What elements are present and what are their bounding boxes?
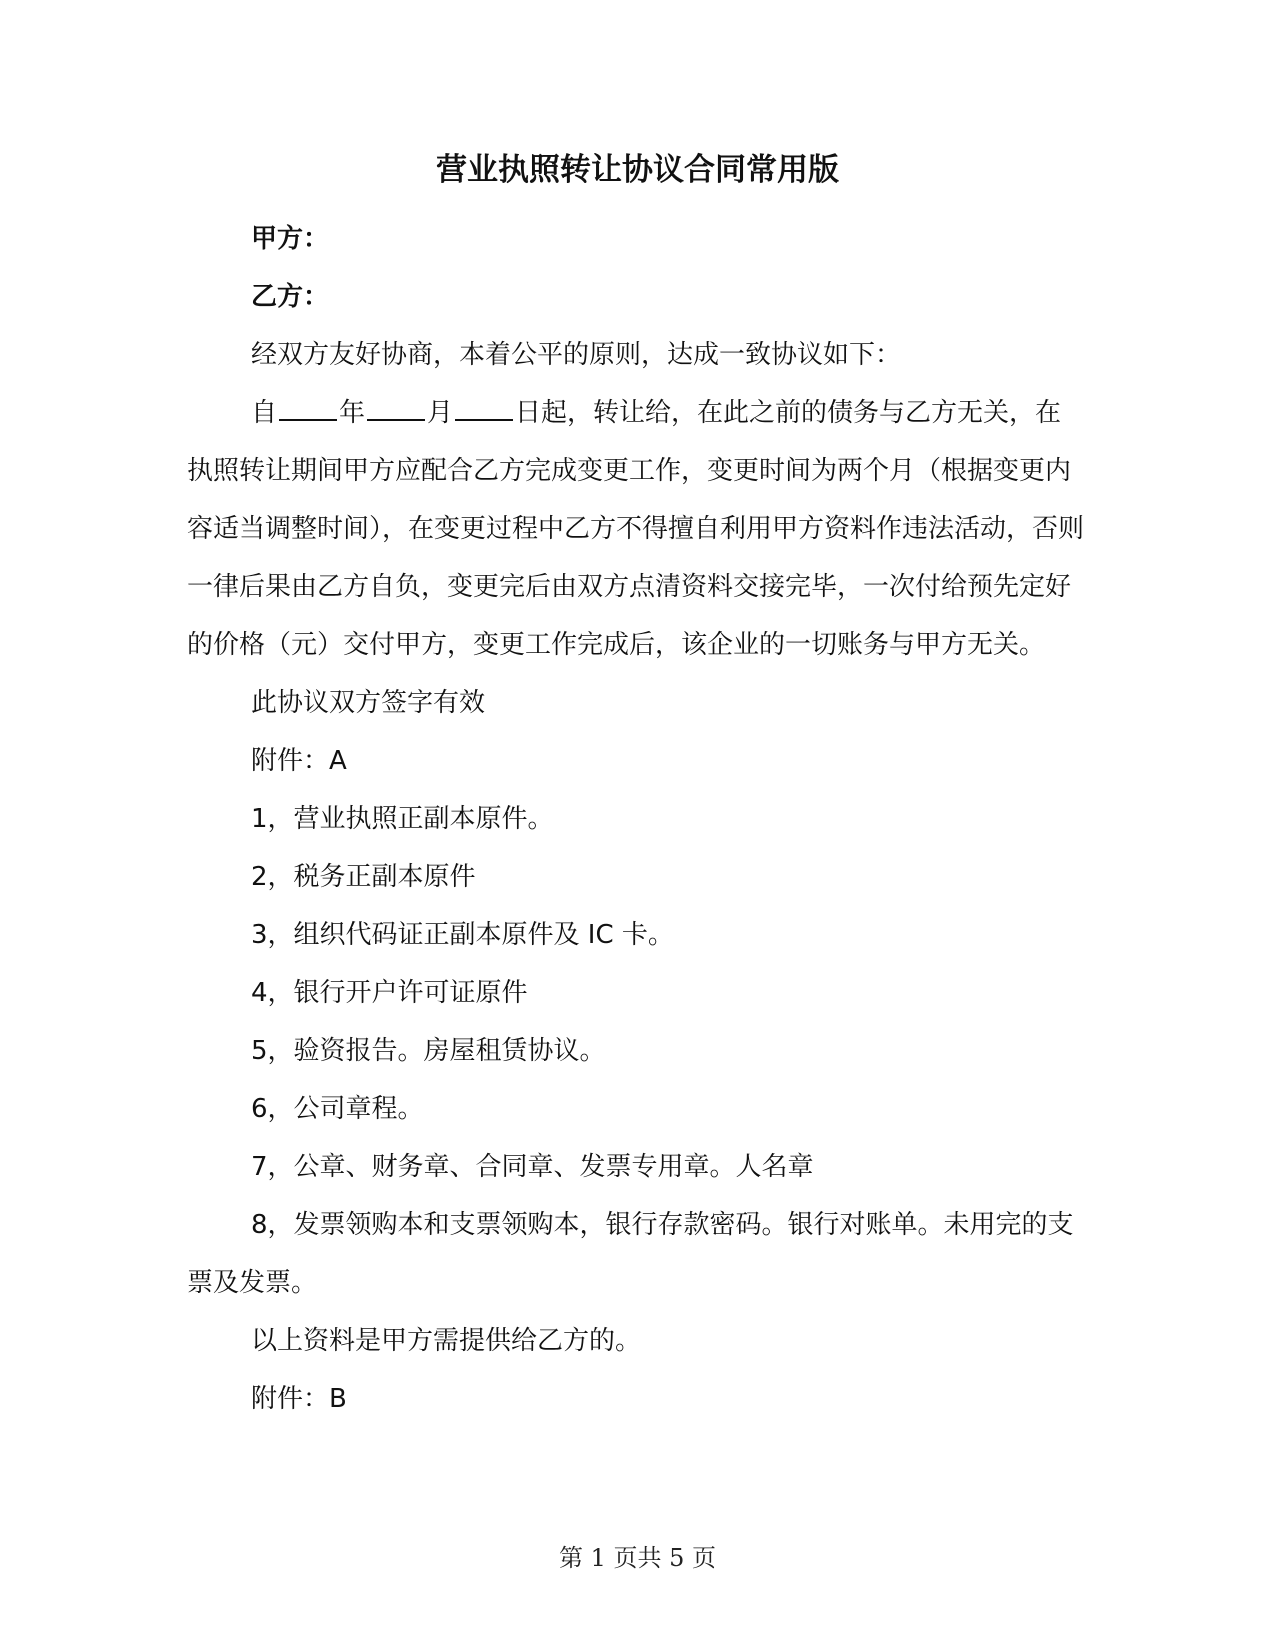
attachment-a-item: 2，税务正副本原件	[251, 862, 476, 892]
clause-month: 月	[427, 398, 454, 428]
day-blank	[455, 393, 513, 421]
attachment-a-item: 4，银行开户许可证原件	[251, 978, 528, 1008]
clause-rest: 日起，转让给，在此之前的债务与乙方无关，在执照转让期间甲方应配合乙方完成变更工作，变更时间为两个月（根据变更内容适当调整时间），在变更过程中乙方不得擅自利用甲方资料作违法活动，否则一律后果由乙方自负，变更完后由双方点清资料交接完毕，一次付给预先定好的价格（元）交付甲方，变更工作完成后，该企业的一切账务与甲方无关。	[187, 398, 1085, 660]
attachment-a-label: 附件：A	[251, 746, 347, 776]
attachment-a-item: 1，营业执照正副本原件。	[251, 804, 554, 834]
clause-prefix: 自	[251, 398, 278, 428]
validity-paragraph: 此协议双方签字有效	[251, 688, 486, 718]
main-clause-paragraph	[187, 384, 1087, 674]
intro-paragraph: 经双方友好协商，本着公平的原则，达成一致协议如下：	[251, 340, 902, 370]
attachment-a-item: 3，组织代码证正副本原件及 IC 卡。	[251, 920, 674, 950]
attachment-a-item: 5，验资报告。房屋租赁协议。	[251, 1036, 606, 1066]
attachment-a-item: 7，公章、财务章、合同章、发票专用章。人名章	[251, 1152, 814, 1182]
clause-year: 年	[339, 398, 366, 428]
month-blank	[367, 393, 425, 421]
closing-paragraph: 以上资料是甲方需提供给乙方的。	[251, 1326, 642, 1356]
document-title: 营业执照转让协议合同常用版	[436, 152, 839, 188]
document-body	[187, 210, 1087, 1428]
page-number: 第 1 页共 5 页	[558, 1544, 717, 1572]
party-b-label: 乙方：	[251, 282, 330, 312]
year-blank	[279, 393, 337, 421]
attachment-b-label: 附件：B	[251, 1384, 347, 1414]
attachment-a-item: 8，发票领购本和支票领购本，银行存款密码。银行对账单。未用完的支票及发票。	[187, 1210, 1074, 1298]
attachment-a-item: 6，公司章程。	[251, 1094, 424, 1124]
party-a-label: 甲方：	[251, 224, 330, 254]
